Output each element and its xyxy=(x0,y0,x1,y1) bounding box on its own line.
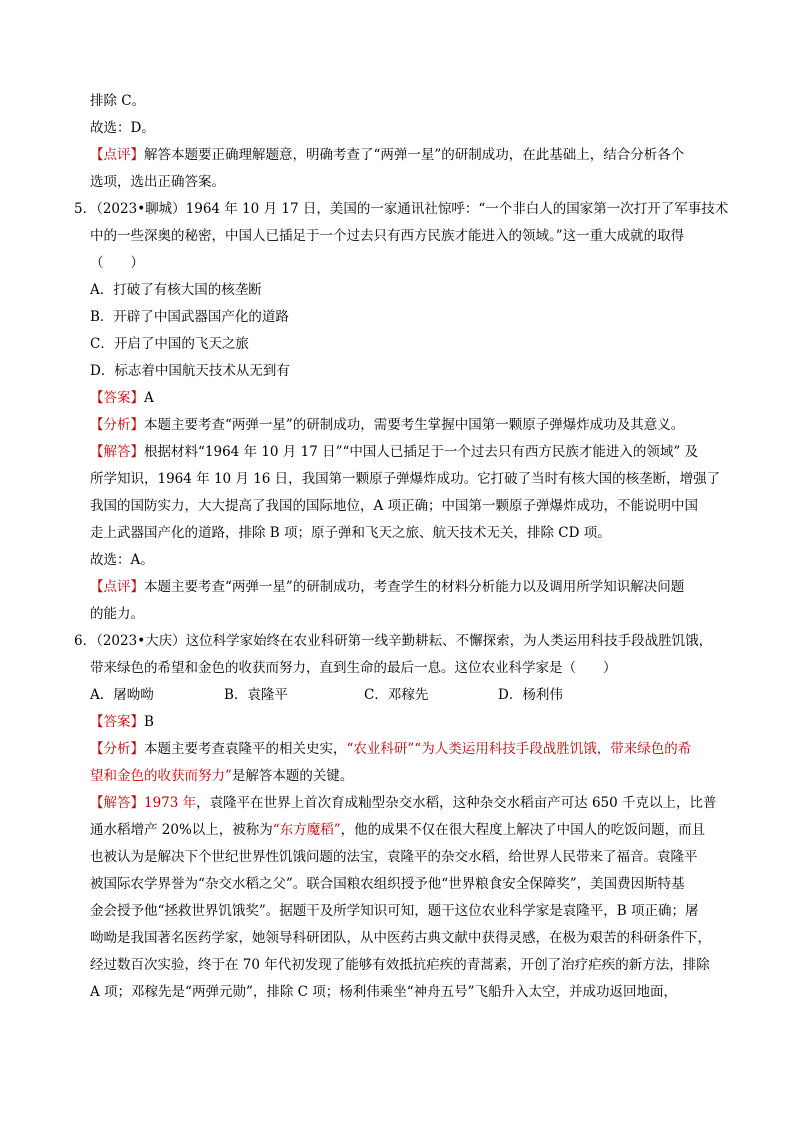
q6-solution-line-1 xyxy=(74,790,730,817)
q5-stem-line-1: 5．（2023•聊城）1964 年 10 月 17 日，美国的一家通讯社惊呼：“一个非白人的国家第一次打开了军事技术 xyxy=(74,201,729,217)
q6-solution-line-2 xyxy=(74,817,730,844)
solution-text: ，袁隆平在世界上首次育成籼型杂交水稻，这种杂交水稻亩产可达 650 千克以上，比普 xyxy=(196,795,717,811)
prev-comment-line-1 xyxy=(74,142,730,169)
q6-options-row xyxy=(74,682,730,709)
q6-solution-line-6: 呦呦是我国著名医药学家，她领导科研团队，从中医药古典文献中获得灵感，在极为艰苦的科研条件下， xyxy=(90,930,711,946)
answer-value: B xyxy=(144,714,154,730)
q5-option-a: A．打破了有核大国的核垄断 xyxy=(90,282,262,298)
q5-option-b: B．开辟了中国武器国产化的道路 xyxy=(90,309,289,325)
solution-quote: “1964 年 10 月 17 日”“中国人已插足于一个过去只有西方民族才能进入的领域” xyxy=(198,444,681,460)
answer-tag: 【答案】 xyxy=(90,390,144,406)
comment-text: 解答本题要正确理解题意，明确考查了“两弹一星”的研制成功，在此基础上，结合分析各个 xyxy=(144,147,685,163)
solution-text: 及 xyxy=(684,444,699,460)
prev-choose-line: 故选：D。 xyxy=(90,120,155,136)
analysis-text: 本题主要考查袁隆平的相关史实， xyxy=(144,741,347,757)
q6-analysis-line-2 xyxy=(74,763,730,790)
q5-comment-line-1 xyxy=(74,574,730,601)
analysis-tag: 【分析】 xyxy=(90,741,144,757)
q6-solution-line-4: 被国际农学界誉为“杂交水稻之父”。联合国粮农组织授予他“世界粮食安全保障奖”，美国费因斯特基 xyxy=(90,876,685,892)
answer-tag: 【答案】 xyxy=(90,714,144,730)
solution-highlight: “东方魔稻” xyxy=(272,822,341,838)
solution-text: ，他的成果不仅在很大程度上解决了中国人的吃饭问题，而且 xyxy=(340,822,706,838)
q6-answer-line xyxy=(74,709,730,736)
answer-value: A xyxy=(144,390,154,406)
analysis-highlight: “农业科研”“为人类运用科技手段战胜饥饿，带来绿色的希 xyxy=(346,741,692,757)
document-content xyxy=(74,88,730,1006)
comment-tag: 【点评】 xyxy=(90,147,144,163)
q6-solution-line-7: 经过数百次实验，终于在 70 年代初发现了能够有效抵抗疟疾的青蒿素，开创了治疗疟疾的新方法，排除 xyxy=(90,957,710,973)
q5-analysis-line xyxy=(74,412,730,439)
solution-text: 根据材料 xyxy=(144,444,198,460)
q5-option-c: C．开启了中国的飞天之旅 xyxy=(90,336,249,352)
q6-option-c: C．邓稼先 xyxy=(364,687,429,703)
analysis-tag: 【分析】 xyxy=(90,417,144,433)
q5-choose-line: 故选：A。 xyxy=(90,552,154,568)
q5-stem-line-2: 中的一些深奥的秘密，中国人已插足于一个过去只有西方民族才能进入的领域。”这一重大成就的取得 xyxy=(90,228,685,244)
q6-solution-line-8: A 项；邓稼先是“两弹元勋”，排除 C 项；杨利伟乘坐“神舟五号”飞船升入太空，并成功返回地面， xyxy=(90,984,678,1000)
solution-tag: 【解答】 xyxy=(90,795,144,811)
q5-option-d: D．标志着中国航天技术从无到有 xyxy=(90,363,290,379)
q6-stem-line-1: 6．（2023•大庆）这位科学家始终在农业科研第一线辛勤耕耘、不懈探索，为人类运用科技手段战胜饥饿， xyxy=(74,633,713,649)
q6-option-a: A．屠呦呦 xyxy=(90,687,154,703)
analysis-highlight: 望和金色的收获而努力” xyxy=(90,768,232,784)
q6-stem-line-2: 带来绿色的希望和金色的收获而努力，直到生命的最后一息。这位农业科学家是（ ） xyxy=(90,660,617,676)
solution-tag: 【解答】 xyxy=(90,444,144,460)
q6-option-b: B．袁隆平 xyxy=(224,687,288,703)
q5-answer-line xyxy=(74,385,730,412)
analysis-text: 本题主要考查“两弹一星”的研制成功，需要考生掌握中国第一颗原子弹爆炸成功及其意义。 xyxy=(144,417,685,433)
q5-solution-line-2: 所学知识，1964 年 10 月 16 日，我国第一颗原子弹爆炸成功。它打破了当时有核大国的核垄断，增强了 xyxy=(90,471,721,487)
comment-tag: 【点评】 xyxy=(90,579,144,595)
solution-highlight: 1973 年 xyxy=(144,795,197,811)
q6-solution-line-5: 金会授予他“拯救世界饥饿奖”。据题干及所学知识可知，题干这位农业科学家是袁隆平，B 项正确；屠 xyxy=(90,903,699,919)
q5-solution-line-3: 我国的国防实力，大大提高了我国的国际地位，A 项正确；中国第一颗原子弹爆炸成功，不能说明中国 xyxy=(90,498,699,514)
q5-solution-line-4: 走上武器国产化的道路，排除 B 项；原子弹和飞天之旅、航天技术无关，排除 CD 项。 xyxy=(90,525,611,541)
prev-comment-line-2: 选项，选出正确答案。 xyxy=(90,174,225,190)
q5-stem-line-3: （ ） xyxy=(90,255,144,271)
solution-text: 通水稻增产 20%以上，被称为 xyxy=(90,822,273,838)
q5-comment-line-2: 的能力。 xyxy=(90,606,144,622)
q6-solution-line-3: 也被认为是解决下个世纪世界性饥饿问题的法宝，袁隆平的杂交水稻，给世界人民带来了福音。袁隆平 xyxy=(90,849,698,865)
analysis-text: 是解答本题的关键。 xyxy=(231,768,354,784)
q5-solution-line-1 xyxy=(74,439,730,466)
comment-text: 本题主要考查“两弹一星”的研制成功，考查学生的材料分析能力以及调用所学知识解决问题 xyxy=(144,579,685,595)
prev-exclude-line: 排除 C。 xyxy=(90,93,146,109)
q6-option-d: D．杨利伟 xyxy=(498,687,563,703)
q6-analysis-line-1 xyxy=(74,736,730,763)
